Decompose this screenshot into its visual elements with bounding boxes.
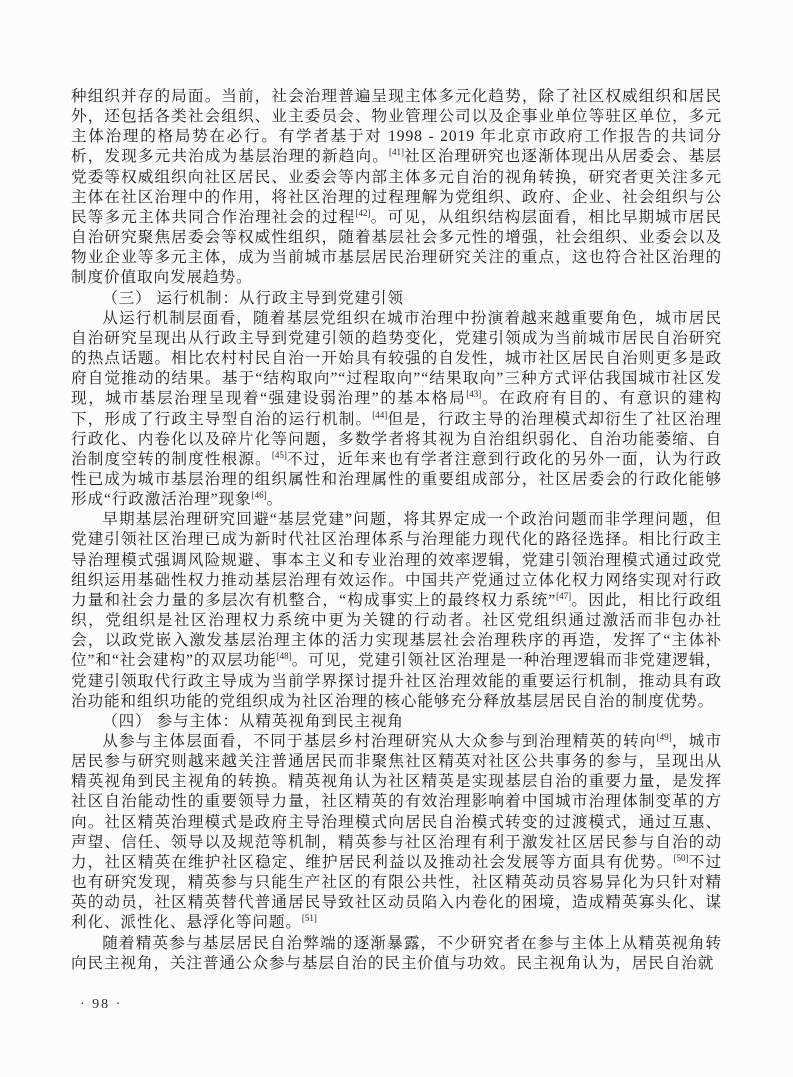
page-number: · 98 · bbox=[80, 997, 123, 1012]
section-heading: （四） 参与主体：从精英视角到民主视角 bbox=[102, 712, 404, 730]
citation-ref: [44] bbox=[372, 409, 388, 420]
citation-ref: [47] bbox=[556, 590, 572, 601]
citation-ref: [45] bbox=[271, 449, 287, 460]
paragraph: 随着精英参与基层居民自治弊端的逐渐暴露，不少研究者在参与主体上从精英视角转向民主视角，关注普通公众参与基层自治的民主价值与功效。民主视角认为，居民自治就 bbox=[71, 934, 722, 972]
citation-ref: [51] bbox=[301, 913, 317, 924]
citation-ref: [42] bbox=[355, 207, 371, 218]
citation-ref: [48] bbox=[276, 651, 292, 662]
paragraph: 早期基层治理研究回避“基层党建”问题，将其界定成一个政治问题而非学理问题，但党建引领社区治理已成为新时代社区治理体系与治理能力现代化的路径选择。相比行政主导治理模式强调风险规避、事本主义和专业治理的效率逻辑，党建引领治理模式通过政党组织运用基础性权力推动基层治理有效运作。中国共产党通过立体化权力网络实现对行政力量和社会力量的多层次有机整合，“构成事实上的最终权力系统”[47]。因此，相比行政组织，党组织是社区治理权力系统中更为关键的行动者。社区党组织通过激活而非包办社会，以政党嵌入激发基层治理主体的活力实现基层社会治理秩序的再造，发挥了“主体补位”和“社会建构”的双层功能[48]。可见，党建引领社区治理是一种治理逻辑而非党建逻辑，党建引领取代行政主导成为当前学界探讨提升社区治理效能的重要运行机制，推动具有政治功能和组织功能的党组织成为社区治理的核心能够充分释放基层居民自治的制度优势。 bbox=[71, 511, 723, 710]
paragraph: 从运行机制层面看，随着基层党组织在城市治理中扮演着越来越重要角色，城市居民自治研究呈现出从行政主导到党建引领的趋势变化，党建引领成为当前城市居民自治研究的热点话题。相比农村村民自治一开始具有较强的自发性，城市社区居民自治则更多是政府自觉推动的结果。基于“结构取向”“过程取向”“结果取向”三种方式评估我国城市社区发现，城市基层治理呈现着“强建设弱治理”的基本格局[43]。在政府有目的、有意识的建构下，形成了行政主导型自治的运行机制。[44]但是，行政主导的治理模式却衍生了社区治理行政化、内卷化以及碎片化等问题，多数学者将其视为自治组织弱化、自治功能萎缩、自治制度空转的制度性根源。[45]不过，近年来也有学者注意到行政化的另外一面，认为行政性已成为城市基层治理的组织属性和治理属性的重要组成部分，社区居委会的行政化能够形成“行政激活治理”现象[46]。 bbox=[71, 309, 722, 509]
paragraph: 从参与主体层面看，不同于基层乡村治理研究从大众参与到治理精英的转向[49]，城市居民参与研究则越来越关注普通居民而非聚焦社区精英对社区公共事务的参与，呈现出从精英视角到民主视角的转换。精英视角认为社区精英是实现基层自治的重要力量，是发挥社区自治能动性的重要领导力量，社区精英的有效治理影响着中国城市治理体制变革的方向。社区精英治理模式是政府主导治理模式向居民自治模式转变的过渡模式，通过互惠、声望、信任、领导以及规范等机制，精英参与社区治理有利于激发社区居民参与自治的动力，社区精英在维护社区稳定、维护居民利益以及推动社会发展等方面具有优势。[50]不过也有研究发现，精英参与只能生产社区的有限公共性，社区精英动员容易异化为只针对精英的动员，社区精英替代普通居民导致社区动员陷入内卷化的困境，造成精英寡头化、谋利化、派性化、悬浮化等问题。[51] bbox=[71, 731, 722, 932]
section-heading: （三） 运行机制：从行政主导到党建引领 bbox=[102, 289, 404, 307]
citation-ref: [41] bbox=[389, 147, 404, 158]
page-content bbox=[71, 87, 722, 974]
citation-ref: [50] bbox=[673, 852, 689, 863]
citation-ref: [46] bbox=[251, 489, 267, 500]
citation-ref: [49] bbox=[656, 731, 672, 742]
paragraph: 种组织并存的局面。当前，社会治理普遍呈现主体多元化趋势，除了社区权威组织和居民外，还包括各类社会组织、业主委员会、物业管理公司以及企事业单位等驻区单位，多元主体治理的格局势在必行。有学者基于对 1998 - 2019 年北京市政府工作报告的共词分析，发现多元共治成为基层治理的新趋向。[41]社区治理研究也逐渐体现出从居委会、基层党委等权威组织向社区居民、业委会等内部主体多元自治的视角转换，研究者更关注多元主体在社区治理中的作用，将社区治理的过程理解为党组织、政府、企业、社会组织与公民等多元主体共同合作治理社会的过程[42]。可见，从组织结构层面看，相比早期城市居民自治研究聚焦居委会等权威性组织，随着基层社会多元性的增强，社会组织、业委会以及物业企业等多元主体，成为当前城市基层居民治理研究关注的重点，这也符合社区治理的制度价值取向发展趋势。 bbox=[71, 88, 722, 287]
citation-ref: [43] bbox=[466, 389, 482, 400]
